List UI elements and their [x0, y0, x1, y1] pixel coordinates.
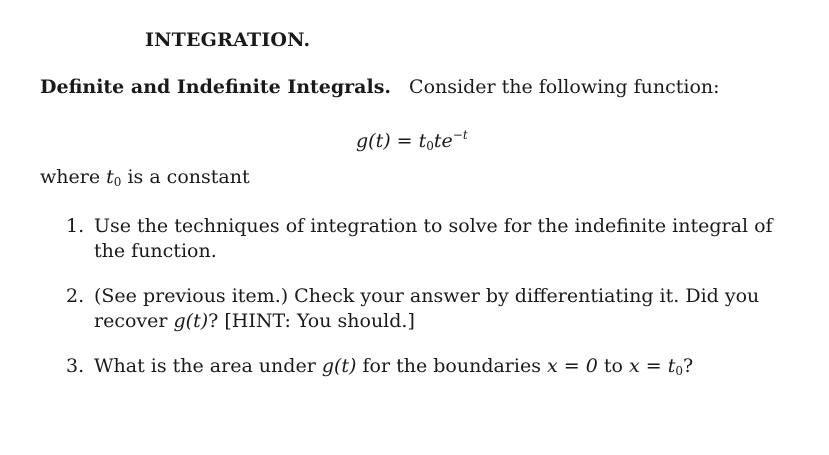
list-item-text-part: (See previous item.) Check your answer by differentiating it. Did you recover — [94, 285, 760, 332]
constant-note-t: t — [106, 166, 114, 188]
list-item-text — [94, 284, 796, 334]
list-item-text — [94, 354, 796, 379]
list-item-text-part: What is the area under — [94, 355, 322, 377]
list-item-number: 1. — [66, 215, 85, 237]
constant-note-suffix: is a constant — [121, 166, 250, 188]
list-item-text-part: for the boundaries — [356, 355, 548, 377]
constant-note-prefix: where — [40, 166, 107, 188]
list-item — [66, 214, 796, 264]
list-item-text-part: to — [597, 355, 629, 377]
function-expression: g(t) — [321, 355, 357, 377]
equation-te: te — [433, 130, 453, 152]
list-item-text: Use the techniques of integration to solve for the indefinite integral of the function. — [94, 215, 773, 262]
section-intro-line — [40, 76, 720, 98]
boundary-upper-subscript: 0 — [675, 364, 683, 378]
document-title: INTEGRATION. — [145, 29, 311, 51]
constant-note — [40, 166, 250, 188]
list-item — [66, 284, 796, 334]
list-item-text-part: ? — [682, 355, 694, 377]
equation-lhs: g(t) = — [356, 130, 419, 152]
list-item — [66, 354, 796, 379]
section-heading: Definite and Indefinite Integrals. — [40, 76, 392, 98]
boundary-upper: x = t — [628, 355, 676, 377]
boundary-lower: x = 0 — [547, 355, 598, 377]
equation-t0-subscript: 0 — [426, 139, 434, 153]
function-expression: g(t) — [173, 310, 209, 332]
equation-t0-base: t — [418, 130, 427, 152]
list-item-number: 3. — [66, 355, 85, 377]
equation-exponent: −t — [452, 128, 468, 142]
list-item-number: 2. — [66, 285, 85, 307]
function-equation — [356, 130, 468, 152]
section-intro-text: Consider the following function: — [409, 76, 720, 98]
constant-note-subscript: 0 — [113, 175, 122, 189]
list-item-text-part: ? [HINT: You should.] — [208, 310, 415, 332]
